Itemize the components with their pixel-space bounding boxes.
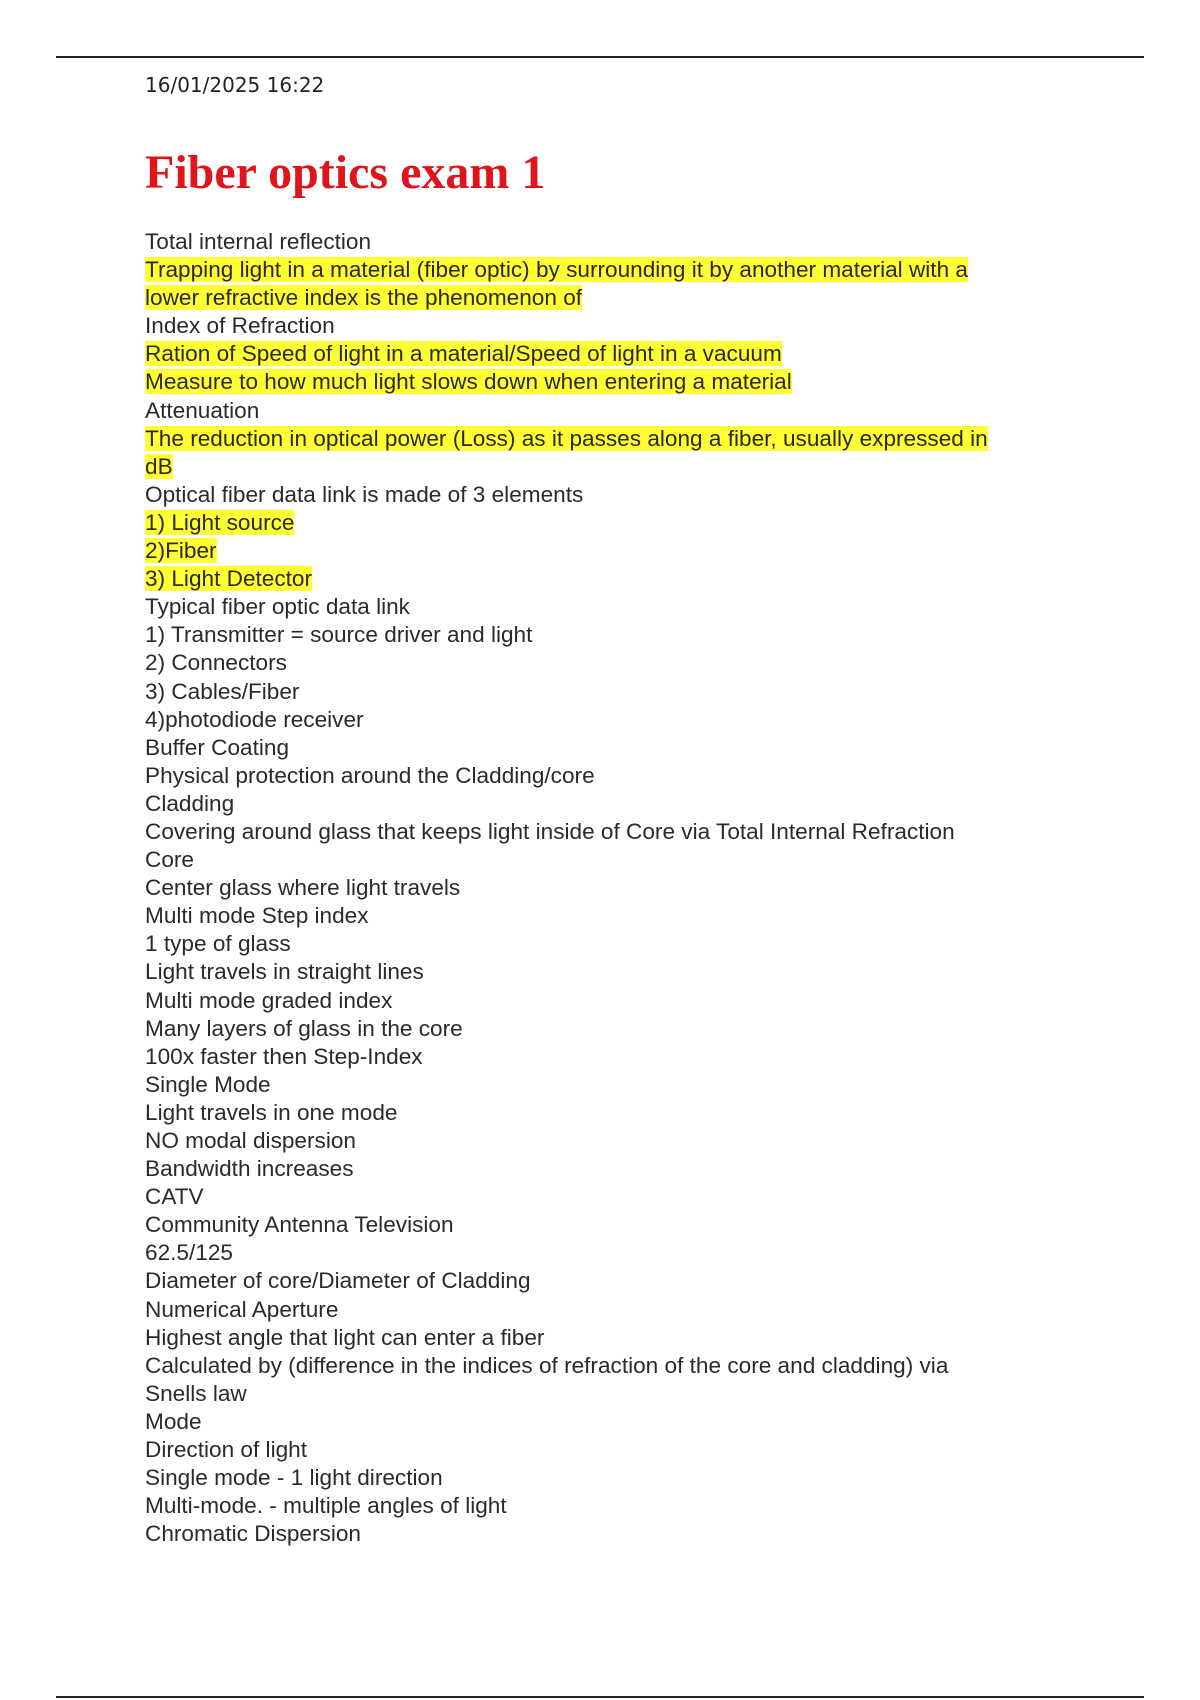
highlighted-line: [145, 537, 1065, 565]
text-line: [145, 1071, 1065, 1099]
line-text: Single Mode: [145, 1071, 271, 1097]
text-line: [145, 874, 1065, 902]
text-line: [145, 1015, 1065, 1043]
line-text: Light travels in one mode: [145, 1099, 398, 1125]
text-line: [145, 1380, 1065, 1408]
text-line: [145, 734, 1065, 762]
text-line: [145, 1436, 1065, 1464]
line-text: 2)Fiber: [145, 538, 217, 564]
line-text: Multi-mode. - multiple angles of light: [145, 1493, 507, 1519]
text-line: [145, 818, 1065, 846]
text-line: [145, 1408, 1065, 1436]
line-text: Physical protection around the Cladding/core: [145, 762, 595, 788]
highlighted-line: [145, 256, 1065, 284]
line-text: Snells law: [145, 1380, 247, 1406]
text-line: [145, 1492, 1065, 1520]
line-text: Core: [145, 847, 194, 873]
highlighted-line: [145, 368, 1065, 396]
text-line: [145, 1267, 1065, 1295]
line-text: Light travels in straight lines: [145, 959, 424, 985]
text-line: [145, 228, 1065, 256]
line-text: NO modal dispersion: [145, 1128, 356, 1153]
text-line: [145, 1239, 1065, 1267]
text-line: [145, 846, 1065, 874]
line-text: 1 type of glass: [145, 931, 291, 957]
line-text: Highest angle that light can enter a fiber: [145, 1324, 545, 1350]
text-line: [145, 397, 1065, 425]
line-text: Covering around glass that keeps light inside of Core via Total Internal Refraction: [145, 818, 955, 844]
text-line: [145, 1155, 1065, 1183]
text-line: [145, 1324, 1065, 1352]
line-text: Typical fiber optic data link: [145, 594, 410, 620]
highlighted-line: [145, 509, 1065, 537]
line-text: Diameter of core/Diameter of Cladding: [145, 1268, 531, 1294]
bottom-divider: [56, 1696, 1144, 1698]
line-text: Community Antenna Television: [145, 1212, 454, 1238]
document-title: Fiber optics exam 1: [145, 146, 546, 199]
line-text: Cladding: [145, 790, 235, 816]
line-text: Index of Refraction: [145, 313, 335, 339]
line-text: Numerical Aperture: [145, 1296, 339, 1322]
line-text: Measure to how much light slows down when entering a material: [145, 369, 792, 395]
line-text: Chromatic Dispersion: [145, 1521, 361, 1547]
line-text: 1) Light source: [145, 509, 295, 535]
line-text: Buffer Coating: [145, 734, 290, 760]
line-text: Many layers of glass in the core: [145, 1015, 463, 1041]
print-timestamp: 16/01/2025 16:22: [145, 73, 325, 97]
line-text: Center glass where light travels: [145, 875, 461, 901]
line-text: Bandwidth increases: [145, 1156, 354, 1182]
text-line: [145, 312, 1065, 340]
line-text: Trapping light in a material (fiber optic) by surrounding it by another material with a: [145, 257, 968, 283]
text-line: [145, 706, 1065, 734]
text-line: [145, 987, 1065, 1015]
text-line: [145, 481, 1065, 509]
highlighted-line: [145, 340, 1065, 368]
highlighted-line: [145, 453, 1065, 481]
text-line: [145, 1352, 1065, 1380]
line-text: Single mode - 1 light direction: [145, 1465, 443, 1491]
line-text: 4)photodiode receiver: [145, 706, 364, 732]
text-line: [145, 930, 1065, 958]
line-text: Attenuation: [145, 397, 260, 423]
text-line: [145, 1464, 1065, 1492]
text-line: [145, 1183, 1065, 1211]
highlighted-line: [145, 284, 1065, 312]
text-line: [145, 1520, 1065, 1548]
text-line: [145, 593, 1065, 621]
text-line: [145, 958, 1065, 986]
line-text: Multi mode Step index: [145, 903, 369, 929]
text-line: [145, 649, 1065, 677]
line-text: 3) Light Detector: [145, 566, 313, 592]
text-line: [145, 1043, 1065, 1071]
line-text: Direction of light: [145, 1437, 307, 1463]
text-line: [145, 678, 1065, 706]
document-body: [145, 228, 1065, 1548]
text-line: [145, 1127, 1065, 1155]
text-line: [145, 1099, 1065, 1127]
line-text: Calculated by (difference in the indices of refraction of the core and cladding) via: [145, 1352, 949, 1378]
line-text: CATV: [145, 1184, 204, 1210]
top-divider: [56, 56, 1144, 58]
line-text: dB: [145, 453, 173, 479]
text-line: [145, 790, 1065, 818]
line-text: 2) Connectors: [145, 650, 287, 676]
line-text: Total internal reflection: [145, 229, 372, 254]
text-line: [145, 621, 1065, 649]
line-text: Multi mode graded index: [145, 987, 393, 1013]
text-line: [145, 1211, 1065, 1239]
text-line: [145, 1296, 1065, 1324]
line-text: 3) Cables/Fiber: [145, 678, 300, 704]
line-text: 62.5/125: [145, 1240, 233, 1266]
highlighted-line: [145, 565, 1065, 593]
highlighted-line: [145, 425, 1065, 453]
line-text: 1) Transmitter = source driver and light: [145, 622, 533, 648]
line-text: Ration of Speed of light in a material/Speed of light in a vacuum: [145, 341, 782, 367]
line-text: The reduction in optical power (Loss) as it passes along a fiber, usually expressed in: [145, 425, 988, 451]
text-line: [145, 902, 1065, 930]
line-text: Optical fiber data link is made of 3 elements: [145, 481, 584, 507]
text-line: [145, 762, 1065, 790]
line-text: 100x faster then Step-Index: [145, 1043, 423, 1069]
line-text: lower refractive index is the phenomenon of: [145, 285, 583, 311]
line-text: Mode: [145, 1408, 202, 1434]
